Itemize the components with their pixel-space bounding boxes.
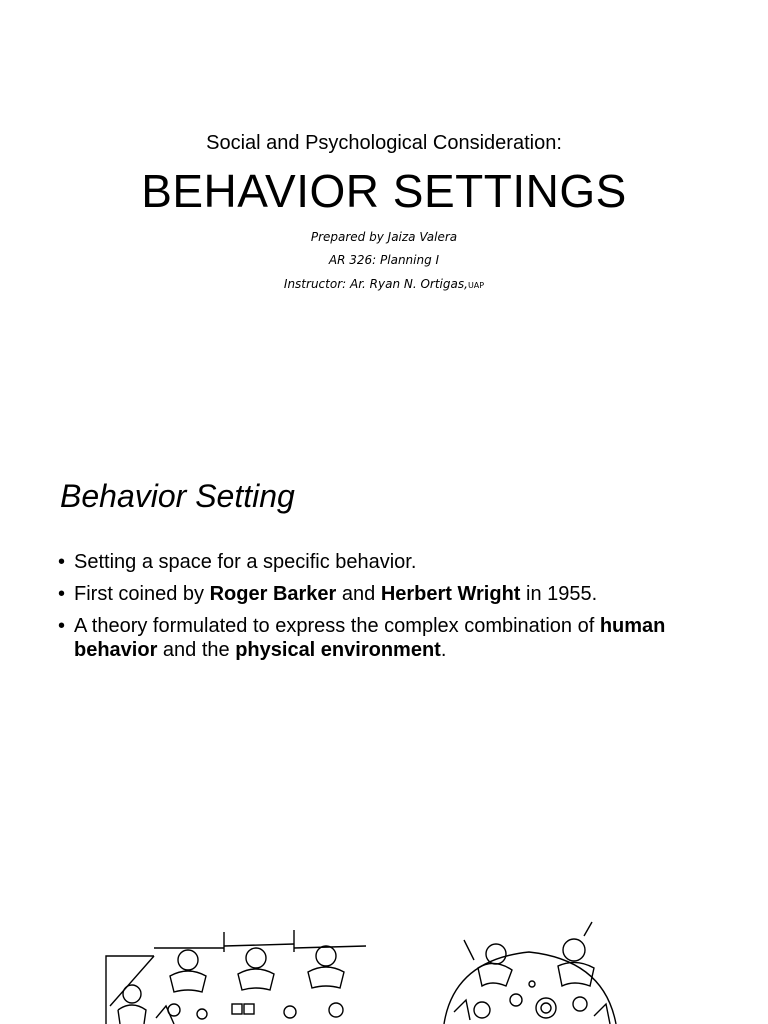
bullet-text: First coined by [74, 583, 210, 605]
bullet-text: Setting a space for a specific behavior. [74, 551, 417, 573]
classroom-sketch-image [104, 920, 374, 1024]
content-slide [0, 440, 768, 1024]
bold-name: Herbert Wright [380, 583, 521, 605]
course-line: AR 326: Planning I [328, 253, 440, 267]
bullet-icon: • [58, 615, 66, 637]
bullet-text: and [336, 583, 381, 605]
instructor-line [0, 277, 768, 291]
slide-subtitle: Social and Psychological Consideration: [206, 132, 562, 154]
bold-name: Roger Barker [209, 583, 337, 605]
bullet-item [58, 614, 708, 662]
bullet-item [58, 550, 708, 574]
bullet-text: A theory formulated to express the complex combination of [74, 615, 600, 637]
bullet-text: in 1955. [520, 583, 598, 605]
bullet-icon: • [58, 551, 66, 573]
content-heading: Behavior Setting [60, 478, 295, 514]
slide-title: BEHAVIOR SETTINGS [141, 165, 627, 217]
bullet-icon: • [58, 583, 66, 605]
instructor-suffix: UAP [467, 281, 485, 290]
instructor-name: Instructor: Ar. Ryan N. Ortigas, [283, 277, 468, 291]
prepared-by-line: Prepared by Jaiza Valera [310, 230, 458, 244]
bold-term: human behavior [74, 615, 666, 661]
bullet-text: . [440, 639, 447, 661]
bullet-text: and the [157, 639, 236, 661]
title-slide [0, 0, 768, 440]
bullet-list [58, 550, 708, 670]
bold-term: physical environment [235, 639, 441, 661]
bullet-item [58, 582, 708, 606]
dining-table-sketch-image [434, 920, 624, 1024]
